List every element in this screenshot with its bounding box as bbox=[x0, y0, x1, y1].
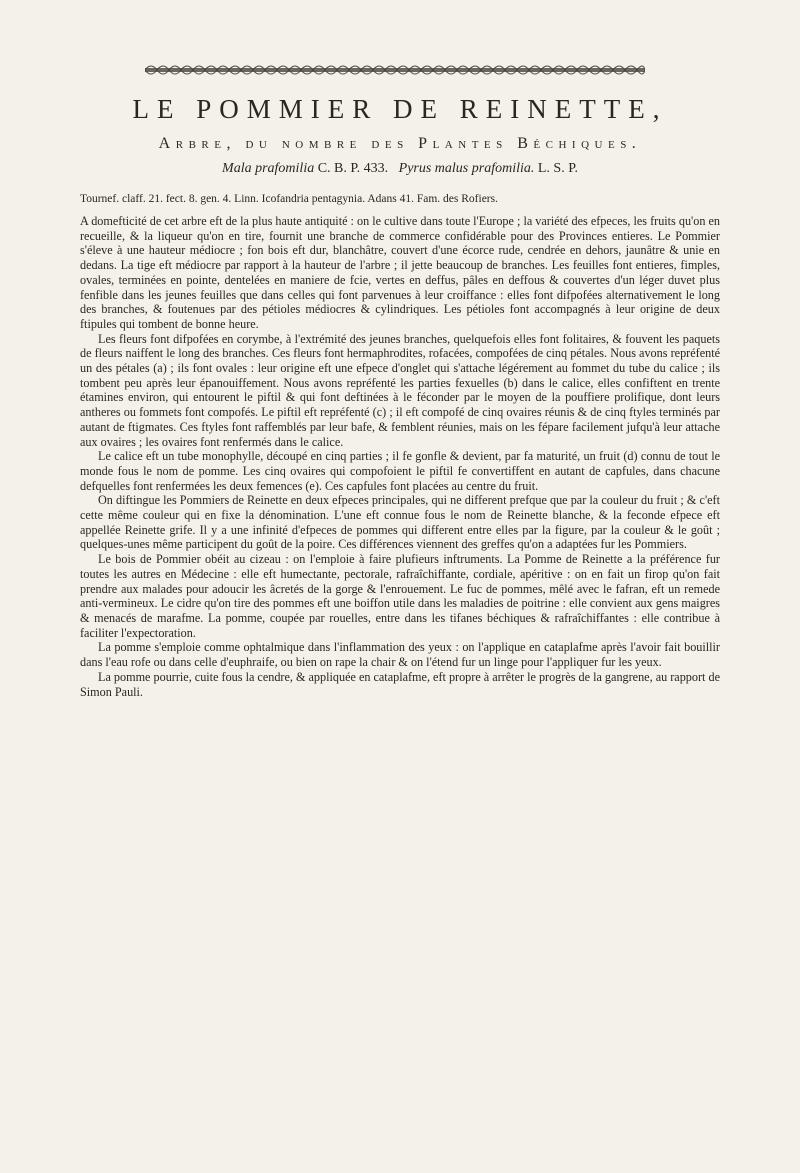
synonym-2-name: Pyrus malus prafomilia. bbox=[398, 161, 535, 176]
classification-line: Tournef. claff. 21. fect. 8. gen. 4. Linn. Icofandria pentagynia. Adans 41. Fam. des Rofiers. bbox=[80, 193, 498, 205]
paragraph-5: Le bois de Pommier obéit au cizeau : on l'emploie à faire plufieurs inftruments. La Pomme de Reinette a la préférence fur toutes les autres en Médecine : elle eft humectante, pectorale, rafraîchiffante, cordiale, apéritive : on en fait un firop qu'on fait prendre aux malades pour adoucir les âcretés de la gorge & l'enrouement. Le fuc de pommes, mêlé avec le fafran, eft un remede anti-vermineux. Le cidre qu'on tire des pommes eft une boiffon utile dans les maladies de poitrine : elle convient aux gens maigres & menacés de marafme. La pomme, coupée par rouelles, entre dans les tifanes béchiques & rafraîchiffantes : elle contribue à faciliter l'expectoration. bbox=[80, 552, 720, 640]
body-text bbox=[80, 214, 720, 699]
paragraph-6: La pomme s'emploie comme ophtalmique dans l'inflammation des yeux : on l'applique en cataplafme après l'avoir fait bouillir dans l'eau rofe ou dans celle d'euphraife, ou bien on rape la chair & on l'étend fur un linge pour l'appliquer fur les yeux. bbox=[80, 640, 720, 670]
decorative-ornament-band bbox=[145, 62, 645, 78]
paragraph-7: La pomme pourrie, cuite fous la cendre, & appliquée en cataplafme, eft propre à arrêter le progrès de la gangrene, au rapport de Simon Pauli. bbox=[80, 669, 720, 699]
paragraph-4: On diftingue les Pommiers de Reinette en deux efpeces principales, qui ne different prefque que par la couleur du fruit ; & c'eft cette même couleur qui en fixe la dénomination. L'une eft connue fous le nom de Reinette blanche, & la feconde efpece eft appellée Reinette grife. Il y a une infinité d'efpeces de pommes qui different entre elles par la figure, par la couleur & le goût ; quelques-unes même participent du goût de la poire. Ces différences viennent des greffes qu'on a adaptées fur les Pommiers. bbox=[80, 493, 720, 552]
paragraph-1: A domefticité de cet arbre eft de la plus haute antiquité : on le cultive dans toute l'Europe ; la variété des efpeces, les fruits qu'on en recueille, & la liqueur qu'on en tire, fournit une branche de commerce confidérable pour des Provinces entieres. Le Pommier s'éleve à une hauteur médiocre ; fon bois eft dur, blanchâtre, couvert d'une écorce rude, cendrée en dehors, jaunâtre & unie en dedans. La tige eft médiocre par rapport à la hauteur de l'arbre ; il jette beaucoup de branches. Les feuilles font entieres, fimples, ovales, terminées en pointe, dentelées en maniere de fcie, vertes en deffus, pâles en deffous & couvertes d'un léger duvet plus fenfible dans les jeunes feuilles que dans celles qui font parvenues à leur croiffance : elles font difpofées alternativement le long des branches, & foutenues par des pétioles médiocres & cylindriques. Les pétioles font accompagnés à leur origine de deux ftipules qui tombent de bonne heure. bbox=[80, 214, 720, 331]
paragraph-2: Les fleurs font difpofées en corymbe, à l'extrémité des jeunes branches, quelquefois elles font folitaires, & fouvent les paquets de fleurs naiffent le long des branches. Ces fleurs font hermaphrodites, rofacées, compofées de cinq pétales. Nous avons repréfenté un des pétales (a) ; ils font ovales : leur origine eft une efpece d'onglet qui s'attache légérement au fommet du tube du calice ; ils tombent peu après leur épanouiffement. Nous avons repréfenté les parties fexuelles (b) dans le calice, elles confiftent en trente étamines environ, qui entourent le piftil & qui font deftinées à le féconder par le moyen de la pouffiere prolifique, dont leurs antheres ou fommets font compofés. Le piftil eft repréfenté (c) ; il eft compofé de cinq ovaires réunis & de cinq ftyles terminés par autant de ftigmates. Ces ftyles font raffemblés par leur bafe, & femblent réunies, mais on les fépare facilement jufqu'à leur attache aux ovaires ; les ovaires font renfermés dans le calice. bbox=[80, 331, 720, 449]
synonym-1-ref: C. B. P. 433. bbox=[314, 161, 389, 176]
page-subtitle: Arbre, du nombre des Plantes Béchiques. bbox=[158, 135, 642, 152]
page-title: LE POMMIER DE REINETTE, bbox=[132, 94, 668, 124]
synonym-2-ref: L. S. P. bbox=[534, 161, 578, 176]
synonyms-line bbox=[0, 161, 800, 177]
synonym-1-name: Mala prafomilia bbox=[222, 161, 315, 176]
paragraph-3: Le calice eft un tube monophylle, découpé en cinq parties ; il fe gonfle & devient, par fa maturité, un fruit (d) connu de tout le monde fous le nom de pomme. Les cinq ovaires qui compofoient le piftil fe convertiffent en autant de capfules, dans chacune defquelles font renfermées les deux femences (e). Ces capfules font placées au centre du fruit. bbox=[80, 449, 720, 493]
